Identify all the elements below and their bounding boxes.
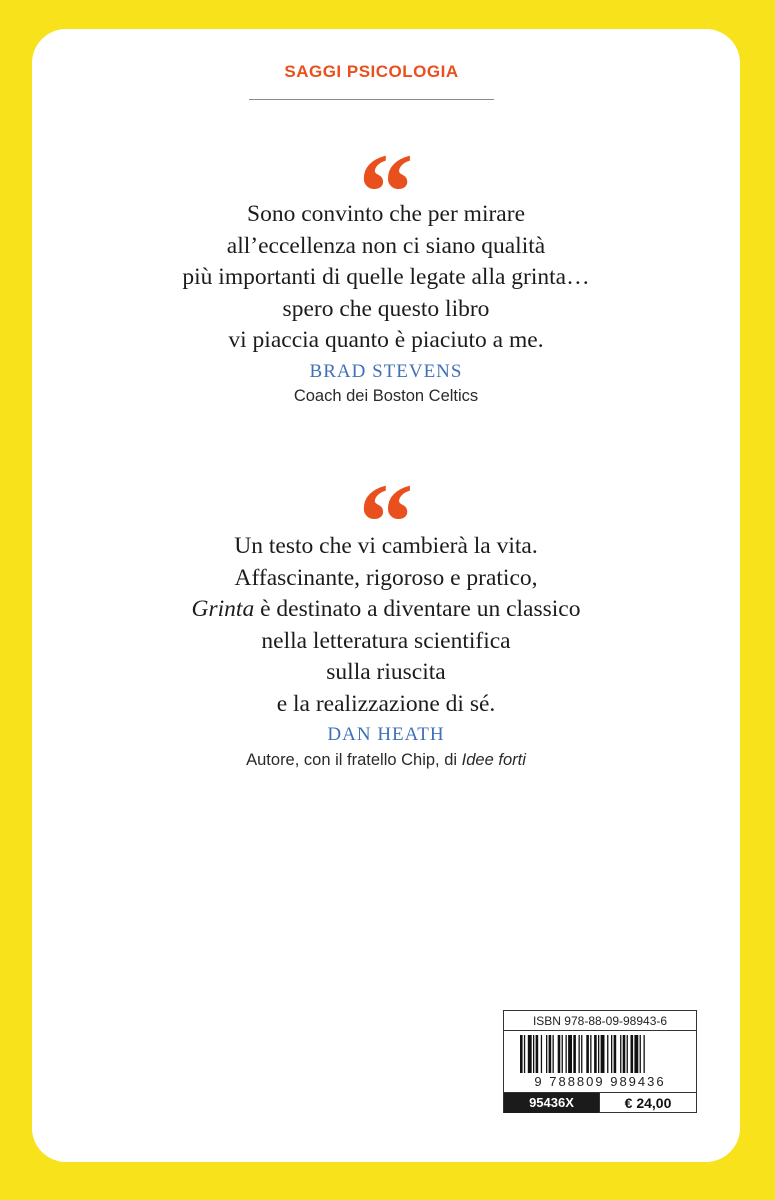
series-divider bbox=[249, 99, 494, 100]
barcode-bar bbox=[528, 1035, 532, 1073]
quote-2-line: Affascinante, rigoroso e pratico, bbox=[234, 564, 538, 591]
quote-2-line bbox=[100, 594, 672, 626]
barcode-bar bbox=[566, 1035, 567, 1073]
barcode-bar bbox=[631, 1035, 634, 1073]
barcode-digits: 9 788809 989436 bbox=[534, 1074, 666, 1089]
quote-1-line: all’eccellenza non ci siano qualità bbox=[226, 232, 546, 259]
book-title-grinta: Grinta bbox=[191, 596, 255, 622]
barcode-bar bbox=[541, 1035, 542, 1073]
price-label: € 24,00 bbox=[599, 1093, 696, 1113]
barcode-bar bbox=[614, 1035, 617, 1073]
quote-2-line: e la realizzazione di sé. bbox=[276, 690, 496, 717]
barcode-bar bbox=[601, 1035, 605, 1073]
quote-1-line: Sono convinto che per mirare bbox=[247, 201, 525, 227]
series-label: SAGGI PSICOLOGIA bbox=[284, 62, 459, 81]
quote-1-author: BRAD STEVENS bbox=[309, 361, 463, 382]
product-code: 95436X bbox=[504, 1093, 599, 1113]
quote-2-line: nella letteratura scientifica bbox=[261, 627, 511, 654]
barcode-bar bbox=[520, 1035, 523, 1073]
quote-2-line-rest: è destinato a diventare un classico bbox=[260, 596, 581, 622]
quote-1-role: Coach dei Boston Celtics bbox=[293, 387, 479, 405]
barcode-bar bbox=[562, 1035, 563, 1073]
quote-2-line: sulla riuscita bbox=[326, 659, 446, 685]
quote-2-author: DAN HEATH bbox=[327, 724, 445, 745]
barcode-bar bbox=[611, 1035, 612, 1073]
barcode-bar bbox=[553, 1035, 554, 1073]
barcode-bar bbox=[607, 1035, 608, 1073]
barcode-bar bbox=[598, 1035, 599, 1073]
barcode-box bbox=[503, 1010, 697, 1113]
quote-2-role bbox=[100, 751, 672, 770]
isbn-label: ISBN 978-88-09-98943-6 bbox=[532, 1014, 668, 1028]
price-row bbox=[504, 1092, 696, 1113]
barcode-bar bbox=[558, 1035, 561, 1073]
barcode-bar bbox=[579, 1035, 580, 1073]
barcode-bar bbox=[549, 1035, 552, 1073]
quote-2-role-text: Autore, con il fratello Chip, di bbox=[246, 751, 462, 769]
barcode-bar bbox=[533, 1035, 534, 1073]
barcode-bar bbox=[573, 1035, 576, 1073]
quote-1-line: vi piaccia quanto è piaciuto a me. bbox=[228, 327, 544, 353]
barcode-bar bbox=[524, 1035, 525, 1073]
quote-2 bbox=[100, 531, 672, 720]
barcode-bar bbox=[623, 1035, 626, 1073]
quote-2-line: Un testo che vi cambierà la vita. bbox=[234, 533, 538, 559]
barcode-bar bbox=[594, 1035, 597, 1073]
barcode-bars bbox=[520, 1035, 690, 1079]
barcode-bar bbox=[620, 1035, 621, 1073]
barcode-bar bbox=[634, 1035, 638, 1073]
book-title-idee-forti: Idee forti bbox=[461, 751, 526, 769]
barcode-bar bbox=[546, 1035, 547, 1073]
barcode-bar bbox=[627, 1035, 628, 1073]
barcode-bar bbox=[536, 1035, 539, 1073]
barcode-bar bbox=[581, 1035, 582, 1073]
barcode-bar bbox=[590, 1035, 591, 1073]
quote-mark-icon: “ bbox=[358, 461, 414, 583]
isbn-divider bbox=[504, 1030, 696, 1031]
quote-1 bbox=[100, 199, 672, 357]
quote-1-line: spero che questo libro bbox=[282, 295, 490, 322]
barcode-bar bbox=[586, 1035, 589, 1073]
quote-mark-icon: “ bbox=[358, 131, 414, 253]
barcode-bar bbox=[640, 1035, 641, 1073]
quote-1-line: più importanti di quelle legate alla grinta… bbox=[182, 264, 590, 290]
barcode-bar bbox=[644, 1035, 645, 1073]
barcode-bar bbox=[568, 1035, 572, 1073]
